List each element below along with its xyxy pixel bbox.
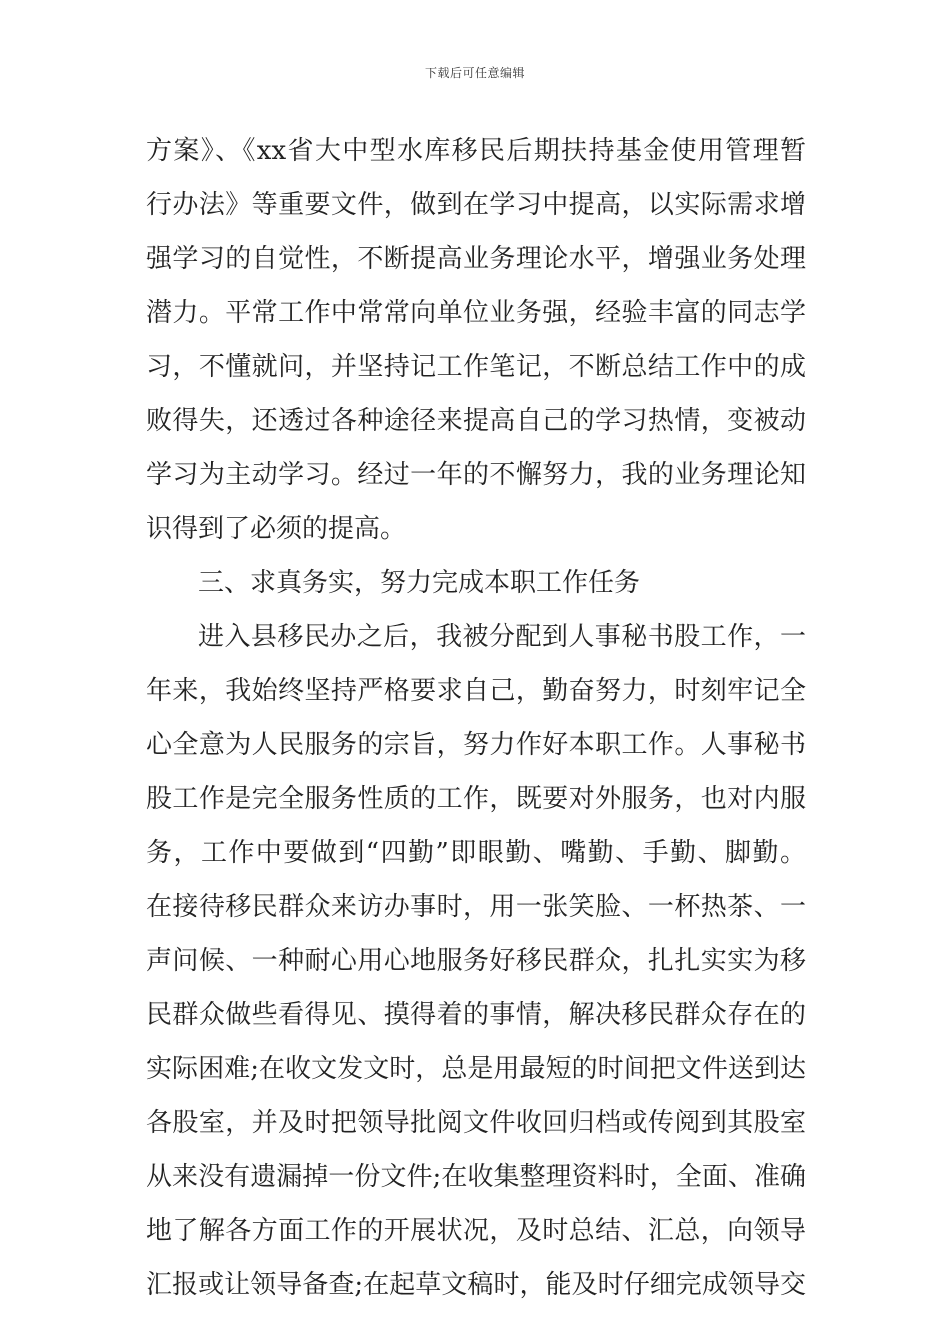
paragraph-line: 年来，我始终坚持严格要求自己，勤奋努力，时刻牢记全: [146, 676, 806, 706]
document-body: [146, 124, 806, 1312]
paragraph-line: 行办法》等重要文件，做到在学习中提高，以实际需求增: [146, 190, 806, 220]
paragraph-line: 心全意为人民服务的宗旨，努力作好本职工作。人事秘书: [146, 730, 806, 760]
paragraph-line: 股工作是完全服务性质的工作，既要对外服务，也对内服: [146, 784, 806, 814]
paragraph-line: 习，不懂就问，并坚持记工作笔记，不断总结工作中的成: [146, 352, 806, 382]
paragraph-line: 声问候、一种耐心用心地服务好移民群众，扎扎实实为移: [146, 946, 806, 976]
paragraph-line: 务，工作中要做到“四勤”即眼勤、嘴勤、手勤、脚勤。: [146, 838, 806, 868]
paragraph-line: 识得到了必须的提高。: [146, 514, 407, 544]
paragraph-line: 地了解各方面工作的开展状况，及时总结、汇总，向领导: [146, 1216, 806, 1246]
paragraph-line: 学习为主动学习。经过一年的不懈努力，我的业务理论知: [146, 460, 806, 490]
paragraph-line: 各股室，并及时把领导批阅文件收回归档或传阅到其股室: [146, 1108, 806, 1138]
paragraph-line: 潜力。平常工作中常常向单位业务强，经验丰富的同志学: [146, 298, 806, 328]
paragraph-line: 败得失，还透过各种途径来提高自己的学习热情，变被动: [146, 406, 806, 436]
section-heading: 三、求真务实，努力完成本职工作任务: [198, 568, 641, 598]
paragraph-line: 汇报或让领导备查;在起草文稿时，能及时仔细完成领导交: [146, 1270, 806, 1300]
paragraph-line: 方案》、《xx省大中型水库移民后期扶持基金使用管理暂: [146, 136, 806, 166]
paragraph-line: 强学习的自觉性，不断提高业务理论水平，增强业务处理: [146, 244, 806, 274]
paragraph-line: 进入县移民办之后，我被分配到人事秘书股工作，一: [198, 622, 806, 652]
paragraph-line: 在接待移民群众来访办事时，用一张笑脸、一杯热茶、一: [146, 892, 806, 922]
paragraph-line: 民群众做些看得见、摸得着的事情，解决移民群众存在的: [146, 1000, 806, 1030]
paragraph-line: 从来没有遗漏掉一份文件;在收集整理资料时，全面、准确: [146, 1162, 806, 1192]
page-header: 下载后可任意编辑: [424, 66, 525, 80]
paragraph-line: 实际困难;在收文发文时，总是用最短的时间把文件送到达: [146, 1054, 806, 1084]
